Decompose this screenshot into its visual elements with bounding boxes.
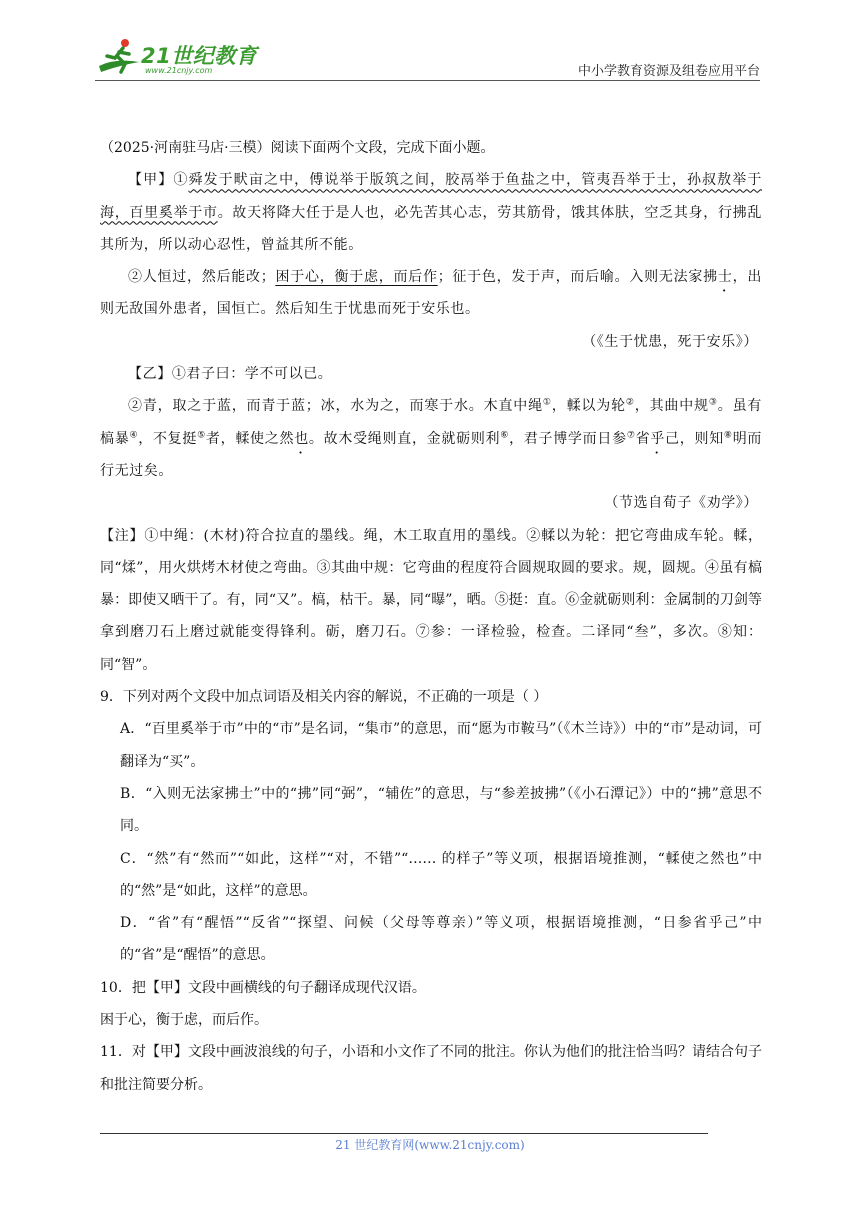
- yi-p2-g: 也。故木受绳则直，金就砺则利: [294, 430, 501, 447]
- platform-name: 中小学教育资源及组卷应用平台: [577, 64, 760, 79]
- jia-paragraph-2: [100, 261, 762, 326]
- question-10-stem: 10．把【甲】文段中画横线的句子翻译成现代汉语。: [100, 979, 426, 996]
- dotted-char-ran: 然: [279, 430, 295, 447]
- note-ref-6: ⑥: [500, 430, 510, 441]
- jia-p1-num: ①: [173, 172, 189, 189]
- jia-tag: 【甲】: [128, 172, 174, 189]
- header-divider: [95, 80, 760, 81]
- note-ref-1: ①: [542, 397, 552, 408]
- footer: 21 世纪教育网(www.21cnjy.com): [335, 1138, 525, 1152]
- footer-divider: [100, 1133, 708, 1134]
- yi-p2-i: 乎己，则知: [650, 430, 724, 447]
- question-11-stem: 11．对【甲】文段中画波浪线的句子，小语和小文作了不同的批注。你认为他们的批注恰当吗？请结合句子和批注简要分析。: [100, 1044, 762, 1093]
- dotted-char-fu: 拂: [703, 269, 718, 286]
- yi-paragraph-1: [100, 358, 762, 390]
- jia-wavy-sentence: 舜发于畎亩之中，傅说举于版筑之间，胶鬲举于鱼盐之中，管夷吾举于士，孙叔敖举于海，百里奚举于市: [100, 172, 762, 221]
- intro: （2025·河南驻马店·三模）阅读下面两个文段，完成下面小题。: [100, 140, 495, 156]
- jia-p1-rest: 。故天将降大任于是人也，必先苦其心志，劳其筋骨，饿其体肤，空乏其身，行拂乱其所为，所以动心忍性，曾益其所不能。: [100, 204, 762, 253]
- jia-p2-c: 士，出则无敌国外患者，国恒亡。然后知生于忧患而死于安乐也。: [100, 269, 762, 318]
- question-9-option-a: A．“百里奚举于市”中的“市”是名词，“集市”的意思，而“愿为市鞍马”（《木兰诗》）中的“市”是动词，可翻译为“买”。: [120, 721, 762, 770]
- annotation-notes: 【注】①中绳：(木材)符合拉直的墨线。绳，木工取直用的墨线。②輮以为轮：把它弯曲成车轮。輮，同“煣”，用火烘烤木材使之弯曲。③其曲中规：它弯曲的程度符合圆规取圆的要求。规，圆规。④虽有槁暴：即使又晒干了。有，同“又”。槁，枯干。暴，同“曝”，晒。⑤挺：直。⑥金就砺则利：金属制的刀剑等拿到磨刀石上磨过就能变得锋利。砺，磨刀石。⑦参：一译检验，检查。二译同“叁”，多次。⑧知：同“智”。: [100, 527, 762, 673]
- logo: [95, 36, 265, 80]
- note-ref-7: ⑦: [626, 430, 636, 441]
- note-ref-8: ⑧: [723, 430, 733, 441]
- yi-p2-a: ②青，取之于蓝，而青于蓝；冰，水为之，而寒于水。木直中绳: [128, 398, 543, 415]
- document-body: [100, 132, 762, 1101]
- jia-p2-a: ②人恒过，然后能改；: [128, 269, 276, 286]
- question-10-sentence: 困于心，衡于虑，而后作。: [100, 1012, 268, 1029]
- note-ref-5: ⑤: [197, 430, 206, 441]
- yi-p1: ①君子曰：学不可以已。: [171, 366, 333, 383]
- yi-paragraph-2: [100, 390, 762, 487]
- note-ref-2: ②: [625, 397, 635, 408]
- note-ref-3: ③: [708, 397, 718, 408]
- logo-text: 21世纪教育: [141, 44, 258, 68]
- jia-p2-b: ；征于色，发于声，而后喻。入则无法家: [437, 269, 704, 286]
- yi-p2-h: ，君子博学而日参: [509, 430, 627, 447]
- question-9-option-b: B．“入则无法家拂士”中的“拂”同“弼”，“辅佐”的意思，与“参差披拂”（《小石潭记》）中的“拂”意思不同。: [120, 785, 762, 835]
- yi-p2-d: 。虽有槁暴: [100, 398, 763, 447]
- question-9-stem: 9．下列对两个文段中加点词语及相关内容的解说，不正确的一项是（ ）: [100, 689, 548, 706]
- question-9-option-c: C．“然”有“然而”“如此，这样”“对，不错”“…… 的样子”等义项，根据语境推测，“輮使之然也”中的“然”是“如此，这样”的意思。: [120, 850, 762, 899]
- yi-p2-j: 明而行无过矣。: [100, 430, 763, 479]
- question-9-option-d: D．“省”有“醒悟”“反省”“探望、问候（父母等尊亲）”等义项，根据语境推测，“日参省乎己”中的“省”是“醒悟”的意思。: [120, 915, 762, 964]
- jia-paragraph-1: [100, 164, 762, 261]
- yi-p2-b: ，輮以为轮: [551, 398, 626, 415]
- page-header: [95, 36, 760, 80]
- yi-source: （节选自荀子《劝学》）: [604, 495, 758, 512]
- logo-url: www.21cnjy.com: [145, 66, 213, 75]
- yi-p2-c: ，其曲中规: [634, 398, 709, 415]
- yi-p2-f: 者，輮使之: [205, 430, 280, 447]
- jia-underlined-sentence: 困于心，衡于虑，而后作: [275, 269, 438, 286]
- jia-source: （《生于忧患，死于安乐》）: [582, 333, 758, 350]
- note-ref-4: ④: [129, 430, 139, 441]
- yi-p2-e: ，不复挺: [138, 430, 198, 447]
- yi-tag: 【乙】: [128, 366, 172, 383]
- dotted-char-xing: 省: [635, 430, 651, 447]
- runner-logo-icon: [95, 36, 143, 80]
